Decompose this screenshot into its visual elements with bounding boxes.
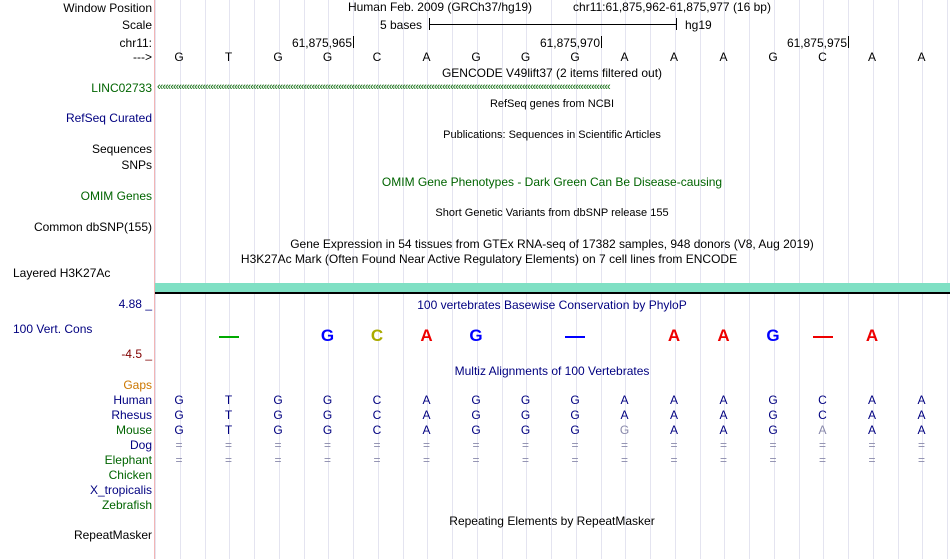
sequence-base: A: [867, 50, 876, 64]
browser-image[interactable]: [155, 0, 950, 559]
alignment-base: G: [471, 408, 481, 422]
sequence-base: A: [917, 50, 926, 64]
snps-track-label[interactable]: SNPs: [121, 158, 152, 172]
position-title: chr11:61,875,962-61,875,977 (16 bp): [573, 0, 771, 14]
gtex-track-title[interactable]: Gene Expression in 54 tissues from GTEx RNA-seq of 17382 samples, 948 donors (V8, Aug 2019): [290, 237, 814, 251]
conservation-base: A: [667, 326, 681, 345]
alignment-base: =: [224, 438, 232, 452]
sequence-base: G: [174, 50, 184, 64]
sequence-base: G: [273, 50, 283, 64]
scale-bar: [429, 24, 677, 25]
alignment-base: =: [373, 438, 381, 452]
species-label: Rhesus: [111, 408, 152, 422]
alignment-base: =: [571, 438, 579, 452]
alignment-base: =: [917, 453, 925, 467]
alignment-base: A: [867, 423, 876, 437]
scale-bar-left-tick: [429, 18, 430, 30]
position-tick-mark-3: [848, 36, 849, 48]
alignment-base: G: [273, 408, 283, 422]
conservation-dash: [219, 336, 239, 338]
alignment-base: =: [422, 438, 430, 452]
alignment-base: A: [917, 408, 926, 422]
alignment-base: =: [818, 438, 826, 452]
alignment-base: G: [570, 423, 580, 437]
alignment-base: A: [818, 423, 827, 437]
alignment-base: =: [521, 438, 529, 452]
alignment-base: =: [917, 438, 925, 452]
scale-bar-right-tick: [676, 18, 677, 30]
sequence-base: A: [719, 50, 728, 64]
alignment-base: =: [769, 438, 777, 452]
multiz-track-title[interactable]: Multiz Alignments of 100 Vertebrates: [454, 364, 650, 378]
alignment-base: =: [274, 453, 282, 467]
alignment-base: A: [867, 393, 876, 407]
alignment-base: =: [422, 453, 430, 467]
alignment-base: G: [174, 408, 184, 422]
species-label: Elephant: [104, 453, 152, 467]
publications-track-title[interactable]: Publications: Sequences in Scientific Articles: [443, 129, 661, 141]
species-label: Chicken: [108, 468, 152, 482]
gridline: [947, 0, 948, 559]
alignment-base: C: [818, 408, 827, 422]
sequence-base: A: [422, 50, 431, 64]
alignment-base: A: [620, 393, 629, 407]
conservation-dash: [565, 336, 585, 338]
alignment-base: =: [224, 453, 232, 467]
alignment-base: =: [868, 453, 876, 467]
alignment-base: =: [175, 453, 183, 467]
alignment-base: =: [472, 438, 480, 452]
alignment-base: G: [174, 423, 184, 437]
conservation-base: A: [865, 326, 879, 345]
conservation-base: G: [766, 326, 780, 345]
alignment-base: G: [273, 423, 283, 437]
alignment-base: =: [620, 453, 628, 467]
cons-track-label[interactable]: 100 Vert. Cons: [13, 322, 93, 336]
alignment-base: =: [521, 453, 529, 467]
alignment-base: A: [917, 423, 926, 437]
alignment-base: A: [719, 408, 728, 422]
sequence-base: T: [224, 50, 233, 64]
gencode-track-title[interactable]: GENCODE V49lift37 (2 items filtered out): [441, 66, 663, 80]
alignment-base: G: [520, 408, 531, 422]
alignment-base: G: [619, 423, 630, 437]
sequence-base: G: [322, 50, 333, 64]
alignment-base: T: [224, 423, 233, 437]
sequence-base: A: [669, 50, 678, 64]
alignment-base: =: [868, 438, 876, 452]
sequence-base: A: [620, 50, 629, 64]
omim-track-label[interactable]: OMIM Genes: [80, 189, 152, 203]
alignment-base: A: [669, 393, 678, 407]
alignment-base: =: [670, 453, 678, 467]
window-position-label: Window Position: [63, 1, 152, 15]
linc-track-label[interactable]: LINC02733: [91, 81, 152, 95]
cons-min-label: -4.5 _: [121, 347, 152, 361]
position-tick-mark-1: [353, 36, 354, 48]
alignment-base: A: [422, 408, 431, 422]
conservation-base: G: [320, 326, 335, 345]
repeatmasker-track-label[interactable]: RepeatMasker: [73, 528, 152, 542]
gaps-label[interactable]: Gaps: [123, 378, 152, 392]
alignment-base: =: [719, 453, 727, 467]
sequences-track-label[interactable]: Sequences: [91, 142, 152, 156]
alignment-base: G: [471, 393, 481, 407]
sequence-base: G: [570, 50, 580, 64]
species-label: Mouse: [115, 423, 152, 437]
conservation-base: A: [717, 326, 730, 345]
omim-track-title[interactable]: OMIM Gene Phenotypes - Dark Green Can Be Disease-causing: [381, 175, 723, 189]
alignment-base: A: [719, 423, 728, 437]
alignment-base: C: [372, 393, 382, 407]
sequence-base: G: [768, 50, 778, 64]
alignment-base: G: [768, 393, 778, 407]
scale-text: 5 bases: [380, 18, 423, 32]
alignment-base: G: [273, 393, 283, 407]
alignment-base: A: [917, 393, 926, 407]
scale-db: hg19: [685, 18, 712, 32]
h3k27ac-baseline: [155, 292, 950, 294]
sequence-base: C: [818, 50, 827, 64]
conservation-base: G: [469, 326, 483, 345]
sequence-base: G: [520, 50, 531, 64]
alignment-base: G: [520, 423, 531, 437]
repeatmasker-track-title[interactable]: Repeating Elements by RepeatMasker: [449, 514, 655, 528]
dbsnp-track-label[interactable]: Common dbSNP(155): [33, 220, 152, 234]
alignment-base: =: [323, 438, 331, 452]
alignment-base: C: [372, 408, 382, 422]
linc-gene-feature[interactable]: ‹‹‹‹‹‹‹‹‹‹‹‹‹‹‹‹‹‹‹‹‹‹‹‹‹‹‹‹‹‹‹‹‹‹‹‹‹‹‹‹‹‹‹‹‹‹‹‹‹‹‹‹‹‹‹‹‹‹‹‹‹‹‹‹‹‹‹‹‹‹‹‹‹‹‹‹‹‹‹‹‹‹‹‹‹‹‹‹‹‹‹‹‹‹‹‹‹‹‹‹‹‹‹‹‹‹‹‹‹‹‹‹‹‹‹‹‹‹‹‹‹‹‹‹‹‹‹‹‹‹‹‹‹‹‹‹‹‹‹‹‹‹‹‹‹‹‹‹‹‹‹‹‹‹‹‹‹‹‹‹‹‹‹‹‹‹‹‹‹‹: [157, 81, 610, 93]
alignment-base: G: [520, 393, 531, 407]
position-tick-3: 61,875,975: [786, 36, 847, 50]
alignment-base: G: [768, 408, 778, 422]
alignment-base: C: [818, 393, 827, 407]
conservation-base: C: [370, 326, 384, 345]
alignment-base: G: [322, 408, 333, 422]
alignment-base: A: [422, 423, 431, 437]
position-tick-1: 61,875,965: [291, 36, 352, 50]
alignment-base: G: [570, 393, 580, 407]
h3k27ac-track-label[interactable]: Layered H3K27Ac: [13, 266, 111, 280]
species-label: Zebrafish: [101, 498, 152, 512]
alignment-base: G: [768, 423, 778, 437]
sequence-base: G: [471, 50, 481, 64]
alignment-base: A: [422, 393, 431, 407]
alignment-base: =: [769, 453, 777, 467]
alignment-base: G: [471, 423, 481, 437]
alignment-base: =: [323, 453, 331, 467]
alignment-base: G: [174, 393, 184, 407]
position-tick-2: 61,875,970: [539, 36, 600, 50]
alignment-base: =: [620, 438, 628, 452]
h3k27ac-signal-bar[interactable]: [155, 283, 950, 292]
position-tick-mark-2: [601, 36, 602, 48]
alignment-base: A: [620, 408, 629, 422]
alignment-base: C: [372, 423, 382, 437]
species-label: Dog: [129, 438, 152, 452]
alignment-base: T: [224, 393, 233, 407]
alignment-base: =: [670, 438, 678, 452]
phylop-track-title[interactable]: 100 vertebrates Basewise Conservation by PhyloP: [417, 298, 687, 312]
chrom-label: chr11:: [119, 36, 152, 50]
species-label: X_tropicalis: [89, 483, 152, 497]
gridline: [155, 0, 156, 559]
alignment-base: T: [224, 408, 233, 422]
strand-arrow: --->: [133, 50, 152, 64]
alignment-base: =: [719, 438, 727, 452]
species-label: Human: [113, 393, 152, 407]
refseq-track-label[interactable]: RefSeq Curated: [65, 111, 152, 125]
alignment-base: =: [373, 453, 381, 467]
cons-max-label: 4.88 _: [118, 297, 152, 311]
refseq-track-title[interactable]: RefSeq genes from NCBI: [489, 98, 615, 110]
conservation-dash: [813, 336, 833, 338]
h3k27ac-track-title[interactable]: H3K27Ac Mark (Often Found Near Active Regulatory Elements) on 7 cell lines from ENCODE: [240, 252, 738, 266]
assembly-title: Human Feb. 2009 (GRCh37/hg19): [347, 0, 533, 14]
alignment-base: =: [571, 453, 579, 467]
sequence-base: C: [372, 50, 382, 64]
alignment-base: G: [322, 393, 333, 407]
dbsnp-track-title[interactable]: Short Genetic Variants from dbSNP release 155: [435, 207, 669, 219]
scale-label: Scale: [121, 18, 152, 32]
alignment-base: A: [719, 393, 728, 407]
alignment-base: =: [818, 453, 826, 467]
alignment-base: =: [175, 438, 183, 452]
alignment-base: =: [472, 453, 480, 467]
alignment-base: G: [322, 423, 333, 437]
alignment-base: A: [669, 408, 678, 422]
alignment-base: =: [274, 438, 282, 452]
alignment-base: A: [669, 423, 678, 437]
alignment-base: G: [570, 408, 580, 422]
alignment-base: A: [867, 408, 876, 422]
conservation-base: A: [420, 326, 433, 345]
